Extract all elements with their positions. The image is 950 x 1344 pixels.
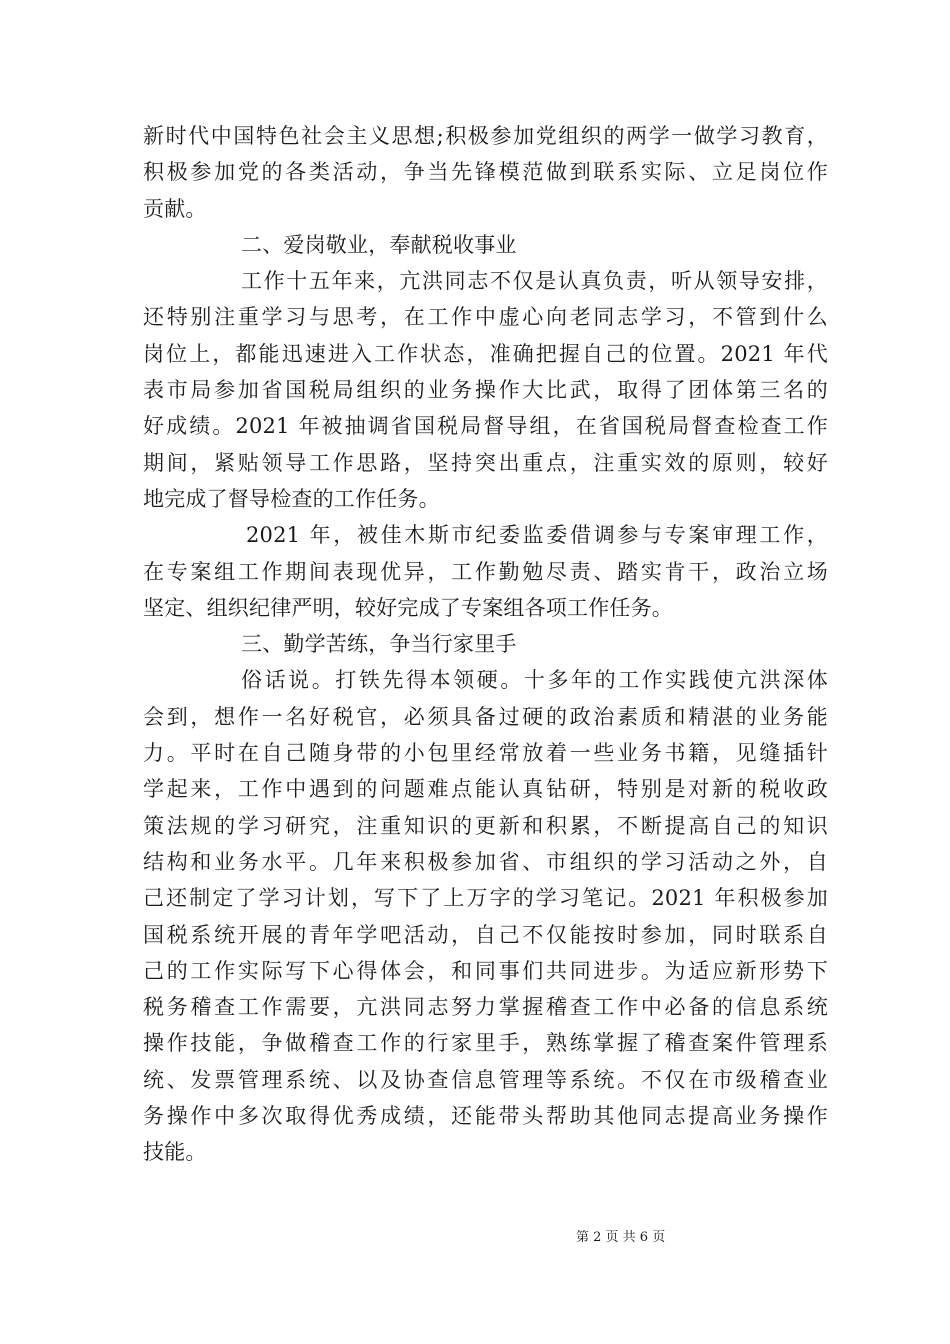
page-number-footer: 第 2 页 共 6 页 <box>576 1230 666 1245</box>
text-line: 税务稽查工作需要，亢洪同志努力掌握稽查工作中必备的信息系统 <box>143 995 828 1020</box>
section-heading-2: 二、爱岗敬业，奉献税收事业 <box>241 232 517 257</box>
document-body <box>143 118 828 1171</box>
text-line: 期间，紧贴领导工作思路，坚持突出重点，注重实效的原则，较好 <box>143 450 828 475</box>
text-line: 统、发票管理系统、以及协查信息管理等系统。不仅在市级稽查业 <box>143 1067 828 1092</box>
text-line: 岗位上，都能迅速进入工作状态，准确把握自己的位置。2021 年代 <box>143 341 828 366</box>
section-heading-3: 三、勤学苦练，争当行家里手 <box>241 632 517 657</box>
text-line: 新时代中国特色社会主义思想;积极参加党组织的两学一做学习教育， <box>143 124 828 148</box>
text-line: 学起来，工作中遇到的问题难点能认真钻研，特别是对新的税收政 <box>143 777 828 802</box>
text-line: 己还制定了学习计划，写下了上万字的学习笔记。2021 年积极参加 <box>143 886 828 911</box>
text-line: 还特别注重学习与思考，在工作中虚心向老同志学习，不管到什么 <box>143 305 828 330</box>
text-line: 国税系统开展的青年学吧活动，自己不仅能按时参加，同时联系自 <box>143 922 828 947</box>
text-line: 在专案组工作期间表现优异，工作勤勉尽责、踏实肯干，政治立场 <box>143 559 828 584</box>
text-line: 技能。 <box>143 1140 207 1165</box>
text-line: 策法规的学习研究，注重知识的更新和积累，不断提高自己的知识 <box>143 813 828 838</box>
text-line: 表市局参加省国税局组织的业务操作大比武，取得了团体第三名的 <box>143 378 828 403</box>
text-line: 务操作中多次取得优秀成绩，还能带头帮助其他同志提高业务操作 <box>143 1104 828 1129</box>
paragraph-first-line: 俗话说。打铁先得本领硬。十多年的工作实践使亢洪深体 <box>241 668 828 693</box>
paragraph-first-line: 2021 年，被佳木斯市纪委监委借调参与专案审理工作， <box>246 523 828 548</box>
text-line: 好成绩。2021 年被抽调省国税局督导组，在省国税局督查检查工作 <box>143 414 828 439</box>
text-line: 己的工作实际写下心得体会，和同事们共同进步。为适应新形势下 <box>143 958 828 983</box>
text-line: 积极参加党的各类活动，争当先锋模范做到联系实际、立足岗位作 <box>143 160 828 185</box>
text-line: 会到，想作一名好税官，必须具备过硬的政治素质和精湛的业务能 <box>143 704 828 729</box>
text-line: 结构和业务水平。几年来积极参加省、市组织的学习活动之外，自 <box>143 849 828 874</box>
text-line: 力。平时在自己随身带的小包里经常放着一些业务书籍，见缝插针 <box>143 741 828 766</box>
text-line: 贡献。 <box>143 196 207 221</box>
text-line: 操作技能，争做稽查工作的行家里手，熟练掌握了稽查案件管理系 <box>143 1031 828 1056</box>
text-line: 地完成了督导检查的工作任务。 <box>143 486 440 511</box>
paragraph-first-line: 工作十五年来，亢洪同志不仅是认真负责，听从领导安排， <box>241 269 828 294</box>
text-line: 坚定、组织纪律严明，较好完成了专案组各项工作任务。 <box>143 595 673 620</box>
